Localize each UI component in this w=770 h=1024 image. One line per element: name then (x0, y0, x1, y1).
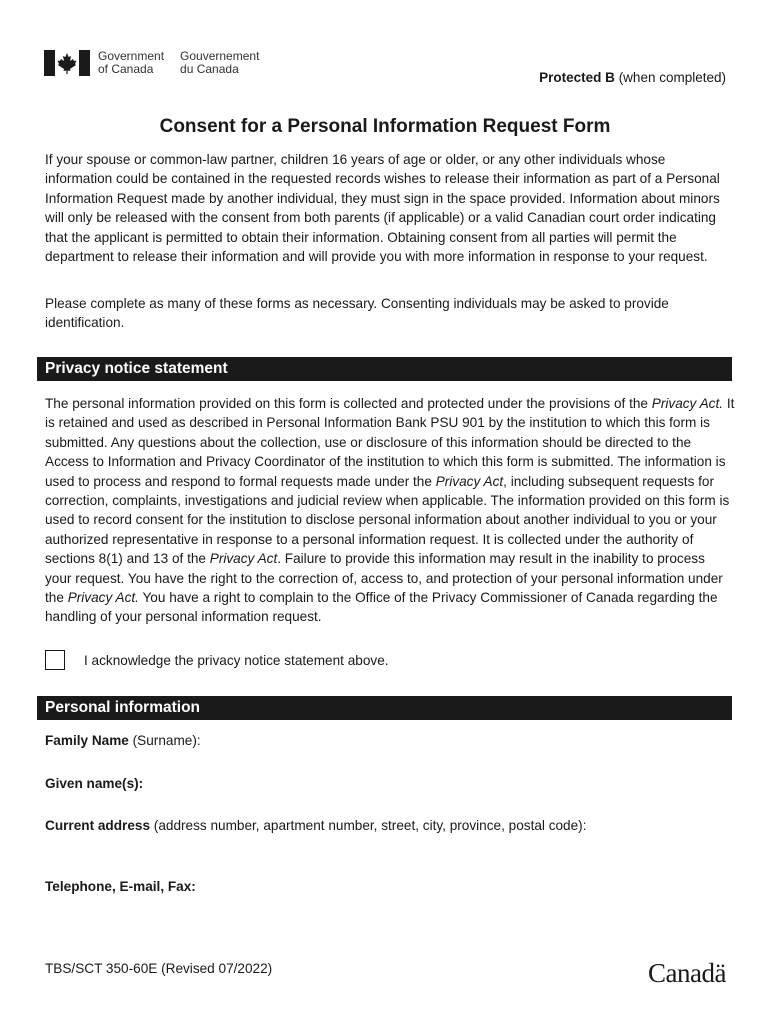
government-en: Government of Canada (98, 49, 165, 76)
personal-section-heading: Personal information (37, 696, 732, 720)
page-title: Consent for a Personal Information Request Form (159, 116, 611, 137)
acknowledge-checkbox[interactable] (45, 650, 65, 670)
telephone-email-fax-field[interactable]: Telephone, E-mail, Fax: (45, 879, 196, 894)
acknowledge-row (45, 650, 389, 670)
intro-paragraph-2: Please complete as many of these forms as necessary. Consenting individuals may be asked to provide identification. (45, 296, 669, 331)
current-address-field[interactable]: Current address (address number, apartment number, street, city, province, postal code): (45, 818, 587, 833)
acknowledge-label: I acknowledge the privacy notice statement above. (84, 652, 389, 668)
privacy-section-heading: Privacy notice statement (37, 357, 732, 381)
government-signature (44, 50, 259, 76)
family-name-field[interactable]: Family Name (Surname): (45, 733, 201, 748)
government-fr: Gouvernement du Canada (180, 49, 260, 76)
form-code: TBS/SCT 350-60E (Revised 07/2022) (45, 961, 273, 976)
privacy-notice-text: The personal information provided on this form is collected and protected under the provisions of the Privacy Act. It is retained and used as described in Personal Information Bank PSU 901 by the institution to which this form is submitted. Any questions about the collection, use or disclosure of this information should be directed to the Access to Information and Privacy Coordinator of the institution to which this form is submitted. The information is used to process and respond to formal requests made under the Privacy Act, including subsequent requests for correction, complaints, investigations and judicial review when applicable. The information provided on this form is used to record consent for the institution to disclose personal information about another individual to you or your authorized representative in response to a personal information request. It is collected under the authority of sections 8(1) and 13 of the Privacy Act. Failure to provide this information may result in the inability to process your request. You have the right to the correction of, access to, and protection of your personal information under the Privacy Act. You have a right to complain to the Office of the Privacy Commissioner of Canada regarding the handling of your personal information request. (45, 396, 735, 625)
given-name-field[interactable]: Given name(s): (45, 776, 144, 791)
canada-flag-icon (44, 50, 90, 76)
protected-status: Protected B (when completed) (539, 70, 726, 85)
canada-wordmark: Canadä (648, 958, 726, 988)
intro-paragraph: If your spouse or common-law partner, children 16 years of age or older, or any other individuals whose information could be contained in the requested records wishes to release their information as part of a Personal Information Request made by another individual, they must sign in the space provided. Information about minors will only be released with the consent from both parents (if applicable) or a valid Canadian court order indicating that the applicant is permitted to obtain their information. Obtaining consent from all parties will permit the department to release their information and will provide you with more information in response to your request. (45, 152, 720, 265)
